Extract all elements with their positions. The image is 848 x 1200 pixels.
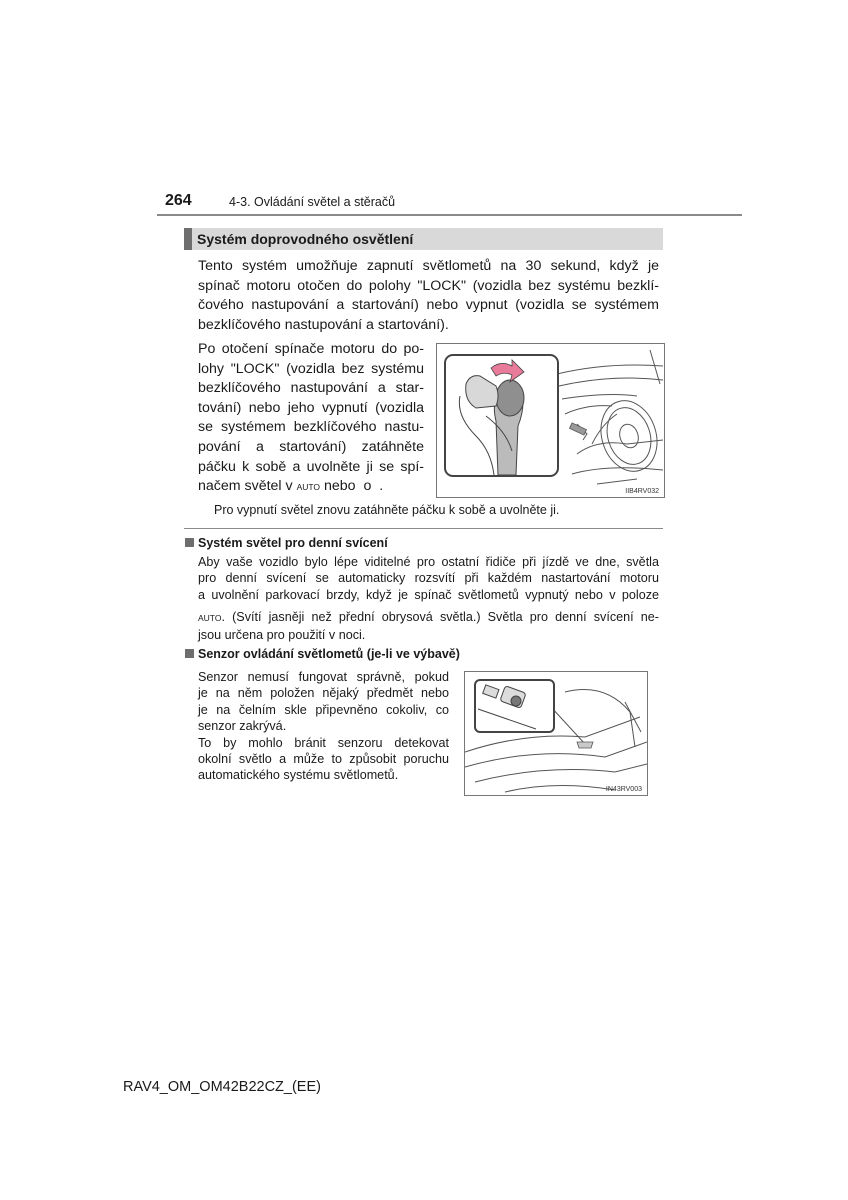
sensor-paragraph xyxy=(198,669,449,784)
chapter-title: 4-3. Ovládání světel a stěračů xyxy=(229,195,396,209)
lock-line-last xyxy=(198,477,424,498)
lock-line: se systémem bezklíčového nastu- xyxy=(198,419,424,436)
drl-line: Aby vaše vozidlo bylo lépe viditelné pro ostatní řidiče při jízdě ve dne, světla xyxy=(198,555,659,569)
lock-line: Po otočení spínače motoru do po- xyxy=(198,341,424,357)
sensor-inset xyxy=(474,679,555,733)
square-bullet-icon xyxy=(185,649,194,658)
pull-arrow-icon xyxy=(491,360,524,382)
drl-heading-text: Systém světel pro denní svícení xyxy=(198,536,388,550)
auto-symbol: AUTO xyxy=(198,613,222,624)
sensor-figure xyxy=(464,671,648,796)
page-number: 264 xyxy=(165,192,192,209)
intro-line: Tento systém umožňuje zapnutí světlometů na 30 sekund, když je xyxy=(198,258,659,274)
lock-line: bezklíčového nastupování a star- xyxy=(198,380,424,397)
auto-symbol: AUTO xyxy=(296,482,321,493)
lever-figure xyxy=(436,343,665,498)
sensor-line: je na něm položen nějaký předmět nebo xyxy=(198,686,449,701)
lever-inset xyxy=(444,354,559,477)
off-symbol: o xyxy=(363,478,372,495)
sensor-line: Senzor nemusí fungovat správně, pokud xyxy=(198,670,449,684)
section-heading-bar xyxy=(184,228,663,250)
sensor-line: automatického systému světlometů. xyxy=(198,768,399,783)
lock-text-middle: nebo xyxy=(324,478,356,495)
sensor-line: To by mohlo bránit senzoru detekovat xyxy=(198,735,449,750)
section-accent xyxy=(184,228,192,250)
section-rule xyxy=(184,528,663,529)
drl-paragraph xyxy=(198,554,659,643)
sensor-heading-text: Senzor ovládání světlometů (je-li ve výbavě) xyxy=(198,647,460,661)
sensor-line: okolní světlo a může to způsobit poruchu xyxy=(198,752,449,767)
lock-line: páčku k sobě a uvolněte ji se spí- xyxy=(198,458,424,475)
drl-heading xyxy=(185,536,388,550)
lock-text-end: . xyxy=(379,478,384,495)
drl-line4-text: . (Svítí jasněji než přední obrysová světla.) Světla pro denní svícení ne- xyxy=(221,610,659,625)
figure-code: IN43RV003 xyxy=(605,786,642,793)
lock-line: lohy "LOCK" (vozidla bez systému xyxy=(198,360,424,377)
off-note: Pro vypnutí světel znovu zatáhněte páčku k sobě a uvolněte ji. xyxy=(214,503,560,517)
figure-code: IIB4RV032 xyxy=(625,488,659,495)
header-rule xyxy=(157,214,742,216)
drl-line-auto xyxy=(198,609,659,626)
sensor-heading xyxy=(185,647,460,661)
section-title: Systém doprovodného osvětlení xyxy=(197,231,414,247)
intro-line: bezklíčového nastupování a startování). xyxy=(198,316,449,333)
lock-line: tování) nebo jeho vypnutí (vozidla xyxy=(198,399,424,416)
lock-line: pování a startování) zatáhněte xyxy=(198,438,424,455)
sensor-closeup-illustration xyxy=(476,681,553,731)
drl-line: a uvolnění parkovací brzdy, když je spínač světlometů vypnutý nebo v poloze xyxy=(198,587,659,602)
lock-paragraph xyxy=(198,340,424,498)
square-bullet-icon xyxy=(185,538,194,547)
sensor-line: senzor zakrývá. xyxy=(198,719,287,734)
drl-line: jsou určena pro použití v noci. xyxy=(198,627,366,642)
drl-line: pro denní svícení se automaticky rozsvítí při každém nastartování motoru xyxy=(198,571,659,586)
hand-lever-illustration xyxy=(446,356,557,475)
intro-line: spínač motoru otočen do polohy "LOCK" (vozidla bez systému bezklí- xyxy=(198,277,659,294)
sensor-line: je na čelním skle připevněno cokoliv, co xyxy=(198,702,449,717)
footer-doc-code: RAV4_OM_OM42B22CZ_(EE) xyxy=(123,1079,321,1095)
intro-line: čového nastupování a startování) nebo vypnut (vozidla se systémem xyxy=(198,297,659,314)
lock-text-before: načem světel v xyxy=(198,478,293,495)
intro-paragraph xyxy=(198,257,659,335)
